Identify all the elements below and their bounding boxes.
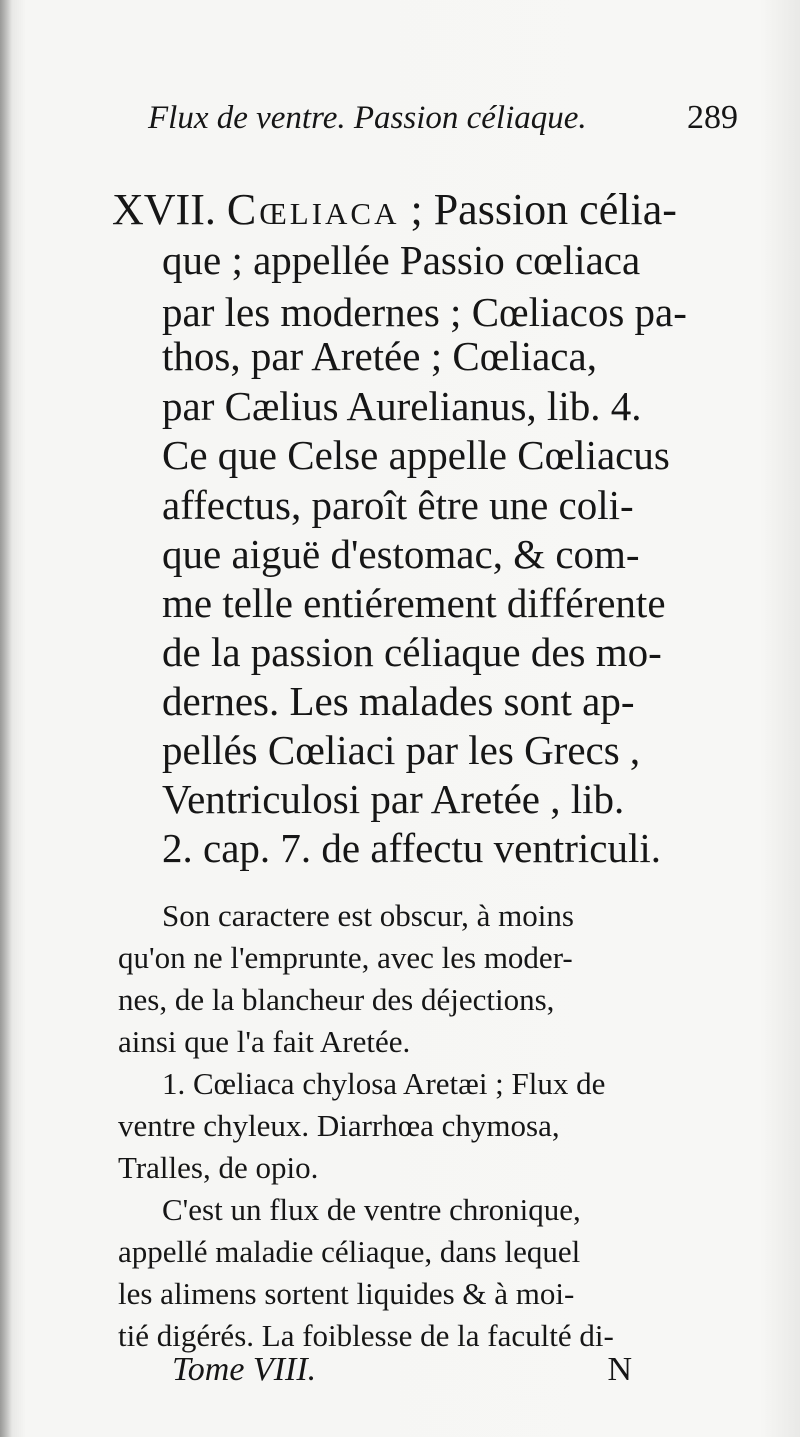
entry-line [162,678,634,725]
text-run: Cœliacus [517,432,670,478]
text-run: C'est un flux de ventre chronique, [162,1192,581,1227]
text-run: Son caractere est obscur, à moins [162,898,574,933]
entry-line [162,432,670,479]
text-run: , [551,1108,560,1143]
text-run: de opio. [218,1150,319,1185]
running-header [148,98,738,138]
text-run: , [586,333,597,379]
text-run: par Cælius Aurelianus, [162,383,547,429]
text-run: , dans lequel [424,1234,581,1269]
text-run: ; Passion célia- [399,185,677,234]
text-run: Tralles, [118,1150,219,1185]
text-run: ventre chyleux. [118,1108,317,1143]
body-line [118,1318,614,1354]
signature-mark: N [607,1351,632,1388]
body-line [118,982,554,1018]
text-run: Cœliacos pa- [471,289,687,335]
body-line [118,1108,560,1144]
entry-line [162,629,662,676]
text-run: , paroît être une coli- [291,482,634,528]
text-run: par les modernes ; [162,289,472,335]
text-run: affectus [162,482,292,528]
text-run: Cœliaca chylosa [193,1066,398,1101]
text-run: de la passion céliaque des mo- [162,629,662,675]
page-footer [172,1350,632,1390]
entry-line [162,580,666,627]
entry-line [162,289,687,336]
entry-line [162,776,624,823]
text-run: nes, de la blancheur des déjections, [118,982,555,1017]
text-run: dernes. Les malades sont ap- [162,678,635,724]
text-run: Diarrhœa chymosa [316,1108,552,1143]
entry-line [162,482,634,529]
volume-label: Tome VIII. [172,1351,317,1388]
page-number: 289 [687,99,738,136]
entry-line [162,237,640,284]
text-run: lib. 4. [546,383,642,429]
text-run: Cœliaca [452,333,587,379]
body-line [118,1234,580,1270]
text-run: thos [162,333,231,379]
text-run: par Aretée , [360,776,571,822]
entry-line [162,531,640,578]
text-run: 1. [162,1066,193,1101]
body-line [118,1150,318,1186]
text-run: 2. cap. 7. de affectu ventriculi. [162,825,662,871]
text-run: Ce que Celse appelle [162,432,518,478]
body-line [118,940,573,976]
text-run: Passio cœliaca [399,237,641,283]
text-run: Cœliaca [226,185,400,234]
text-run: que aiguë d'estomac, & com- [162,531,640,577]
text-run: tié digérés. La foiblesse de la faculté di- [118,1318,614,1353]
text-run: XVII. [112,185,227,234]
entry-line [162,333,597,380]
text-run: , par Aretée ; [230,333,453,379]
text-run: que ; [162,237,243,283]
text-run: par les Grecs , [395,727,641,773]
text-run: Cœliaci [267,727,396,773]
text-run: me telle entiérement différente [162,580,666,626]
running-title: Flux de ventre. Passion céliaque. [148,100,587,136]
body-line [162,898,574,934]
text-run: Aretæi ; Flux de [397,1066,606,1101]
text-run: qu'on ne l'emprunte, avec les moder- [118,940,573,975]
text-run: appellée [242,237,400,283]
text-run: maladie céliaque [215,1234,425,1269]
body-line [118,1276,574,1312]
text-run: appellé [118,1234,216,1269]
body-line [162,1192,581,1228]
text-run: Aretée. [319,1024,411,1059]
entry-line [162,825,661,872]
text-run: pellés [162,727,268,773]
entry-line [112,186,677,233]
entry-line [162,727,640,774]
page-edge-shadow [0,0,12,1437]
entry-line [162,383,641,430]
text-run: Ventriculosi [162,776,361,822]
body-line [162,1066,605,1102]
text-run: lib. [570,776,625,822]
text-run: ainsi que l'a fait [118,1024,320,1059]
text-run: les alimens sortent liquides & à moi- [118,1276,575,1311]
body-line [118,1024,410,1060]
